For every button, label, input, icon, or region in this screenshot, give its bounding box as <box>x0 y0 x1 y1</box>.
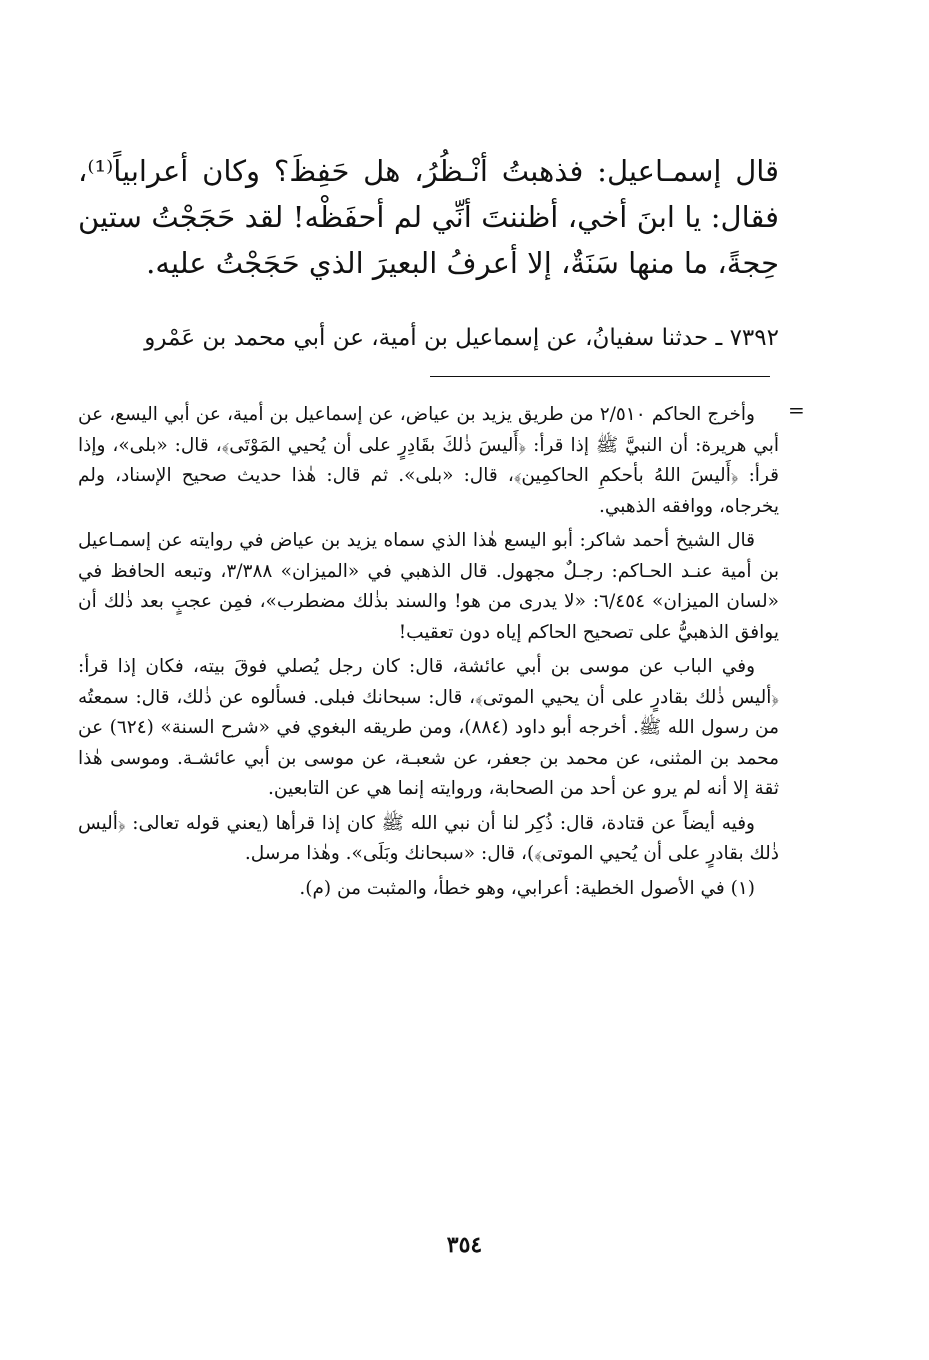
page-number: ٣٥٤ <box>446 1232 483 1258</box>
footnote-separator <box>430 376 770 377</box>
continuation-mark: = <box>788 398 805 422</box>
hadith-line: ٧٣٩٢ ـ حدثنا سفيانُ، عن إسماعيل بن أمية، عن أبي محمد بن عَمْرو <box>144 325 779 351</box>
footnote-paragraph: وفيه أيضاً عن قتادة، قال: ذُكِر لنا أن نبي الله ﷺ كان إذا قرأها (يعني قوله تعالى: ﴿أليس ذٰلك بقادرٍ على أن يُحيي الموتى﴾)، قال: «سبحانك وبَلَى». وهٰذا مرسل. <box>78 812 779 864</box>
footnote-paragraph: وأخرج الحاكم ٢/٥١٠ من طريق يزيد بن عياض، عن إسماعيل بن أمية، عن أبي اليسع، عن أبي هريرة: أن النبيَّ ﷺ إذا قرأ: ﴿أَليسَ ذٰلكَ بقَادِرٍ على أن يُحيي المَوْتَى﴾، قال: «بلى»، وإذا قرأ: ﴿أَليسَ اللهُ بأحكمِ الحاكمِين﴾، قال: «بلى». ثم قال: هٰذا حديث صحيح الإسناد، ولم يخرجاه، ووافقه الذهبي. <box>78 404 779 517</box>
main-paragraph: قال إسمـاعيل: فذهبتُ أنْـظُرُ، هل حَفِظَ؟ وكان أعرابياً⁽¹⁾، فقال: يا ابنَ أخي، أظننتَ أنِّي لم أحفَظْه! لقد حَجَجْتُ ستين حِجةً، ما منها سَنَةٌ، إلا أعرفُ البعيرَ الذي حَجَجْتُ عليه. <box>78 154 779 280</box>
footnote-paragraph: وفي الباب عن موسى بن أبي عائشة، قال: كان رجل يُصلي فوقَ بيته، فكان إذا قرأ: ﴿أليس ذٰلك بقادرٍ على أن يحيي الموتى﴾، قال: سبحانك فبلى. فسألوه عن ذٰلك، قال: سمعتُه من رسول الله ﷺ. أخرجه أبو داود (٨٨٤)، ومن طريقه البغوي في «شرح السنة» (٦٢٤) عن محمد بن المثنى، عن محمد بن جعفر، عن شعبـة، عن موسى بن أبي عائشـة. وموسى هٰذا ثقة إلا أنه لم يرو عن أحد من الصحابة، وروايته إنما هي عن التابعين. <box>78 656 779 799</box>
footnote-paragraph: قال الشيخ أحمد شاكر: أبو اليسع هٰذا الذي سماه يزيد بن عياض في روايته عن إسمـاعيل بن أمية عنـد الحـاكم: رجـلٌ مجهول. قال الذهبي في «الميزان» ٣/٣٨٨، وتبعه الحافظ في «لسان الميزان» ٦/٤٥٤: «لا يدرى من هو! والسند بذٰلك مضطرب»، فمِن عجبٍ بعد ذٰلك أن يوافق الذهبيُّ على تصحيح الحاكم إياه دون تعقيب! <box>78 530 779 643</box>
footnotes <box>78 400 779 908</box>
main-text <box>78 148 779 286</box>
footnote-1: (١) في الأصول الخطية: أعرابي، وهو خطأ، والمثبت من (م). <box>299 877 755 899</box>
